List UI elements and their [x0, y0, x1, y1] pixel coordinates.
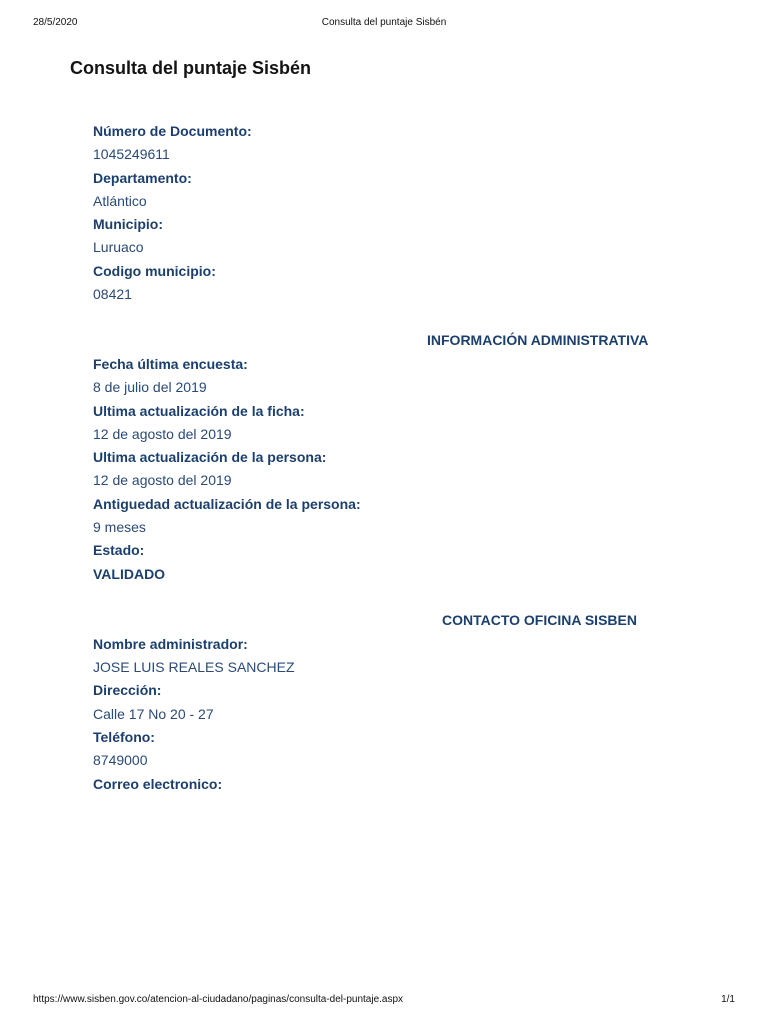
contact-section-heading: CONTACTO OFICINA SISBEN [442, 612, 637, 628]
documento-label: Número de Documento: [93, 123, 252, 139]
departamento-value: Atlántico [93, 193, 147, 209]
departamento-label: Departamento: [93, 170, 192, 186]
administrador-value: JOSE LUIS REALES SANCHEZ [93, 659, 295, 675]
telefono-label: Teléfono: [93, 729, 155, 745]
actualizacion-persona-value: 12 de agosto del 2019 [93, 472, 232, 488]
actualizacion-ficha-value: 12 de agosto del 2019 [93, 426, 232, 442]
codigo-municipio-label: Codigo municipio: [93, 263, 216, 279]
direccion-value: Calle 17 No 20 - 27 [93, 706, 214, 722]
direccion-label: Dirección: [93, 682, 162, 698]
antiguedad-label: Antiguedad actualización de la persona: [93, 496, 361, 512]
municipio-label: Municipio: [93, 216, 163, 232]
print-header-title: Consulta del puntaje Sisbén [321, 17, 447, 28]
correo-label: Correo electronico: [93, 776, 223, 792]
fecha-encuesta-value: 8 de julio del 2019 [93, 379, 207, 395]
page-title: Consulta del puntaje Sisbén [70, 58, 312, 78]
estado-value: VALIDADO [93, 566, 166, 582]
fecha-encuesta-label: Fecha última encuesta: [93, 356, 248, 372]
antiguedad-value: 9 meses [93, 519, 146, 535]
documento-value: 1045249611 [93, 146, 170, 162]
actualizacion-ficha-label: Ultima actualización de la ficha: [93, 403, 305, 419]
estado-label: Estado: [93, 542, 145, 558]
codigo-municipio-value: 08421 [93, 286, 132, 302]
actualizacion-persona-label: Ultima actualización de la persona: [93, 449, 327, 465]
admin-section-heading: INFORMACIÓN ADMINISTRATIVA [427, 332, 649, 348]
print-footer-url: https://www.sisben.gov.co/atencion-al-ciudadano/paginas/consulta-del-puntaje.aspx [33, 994, 404, 1005]
telefono-value: 8749000 [93, 752, 148, 768]
municipio-value: Luruaco [93, 239, 144, 255]
print-date: 28/5/2020 [33, 17, 78, 28]
administrador-label: Nombre administrador: [93, 636, 248, 652]
print-page-number: 1/1 [721, 994, 735, 1005]
